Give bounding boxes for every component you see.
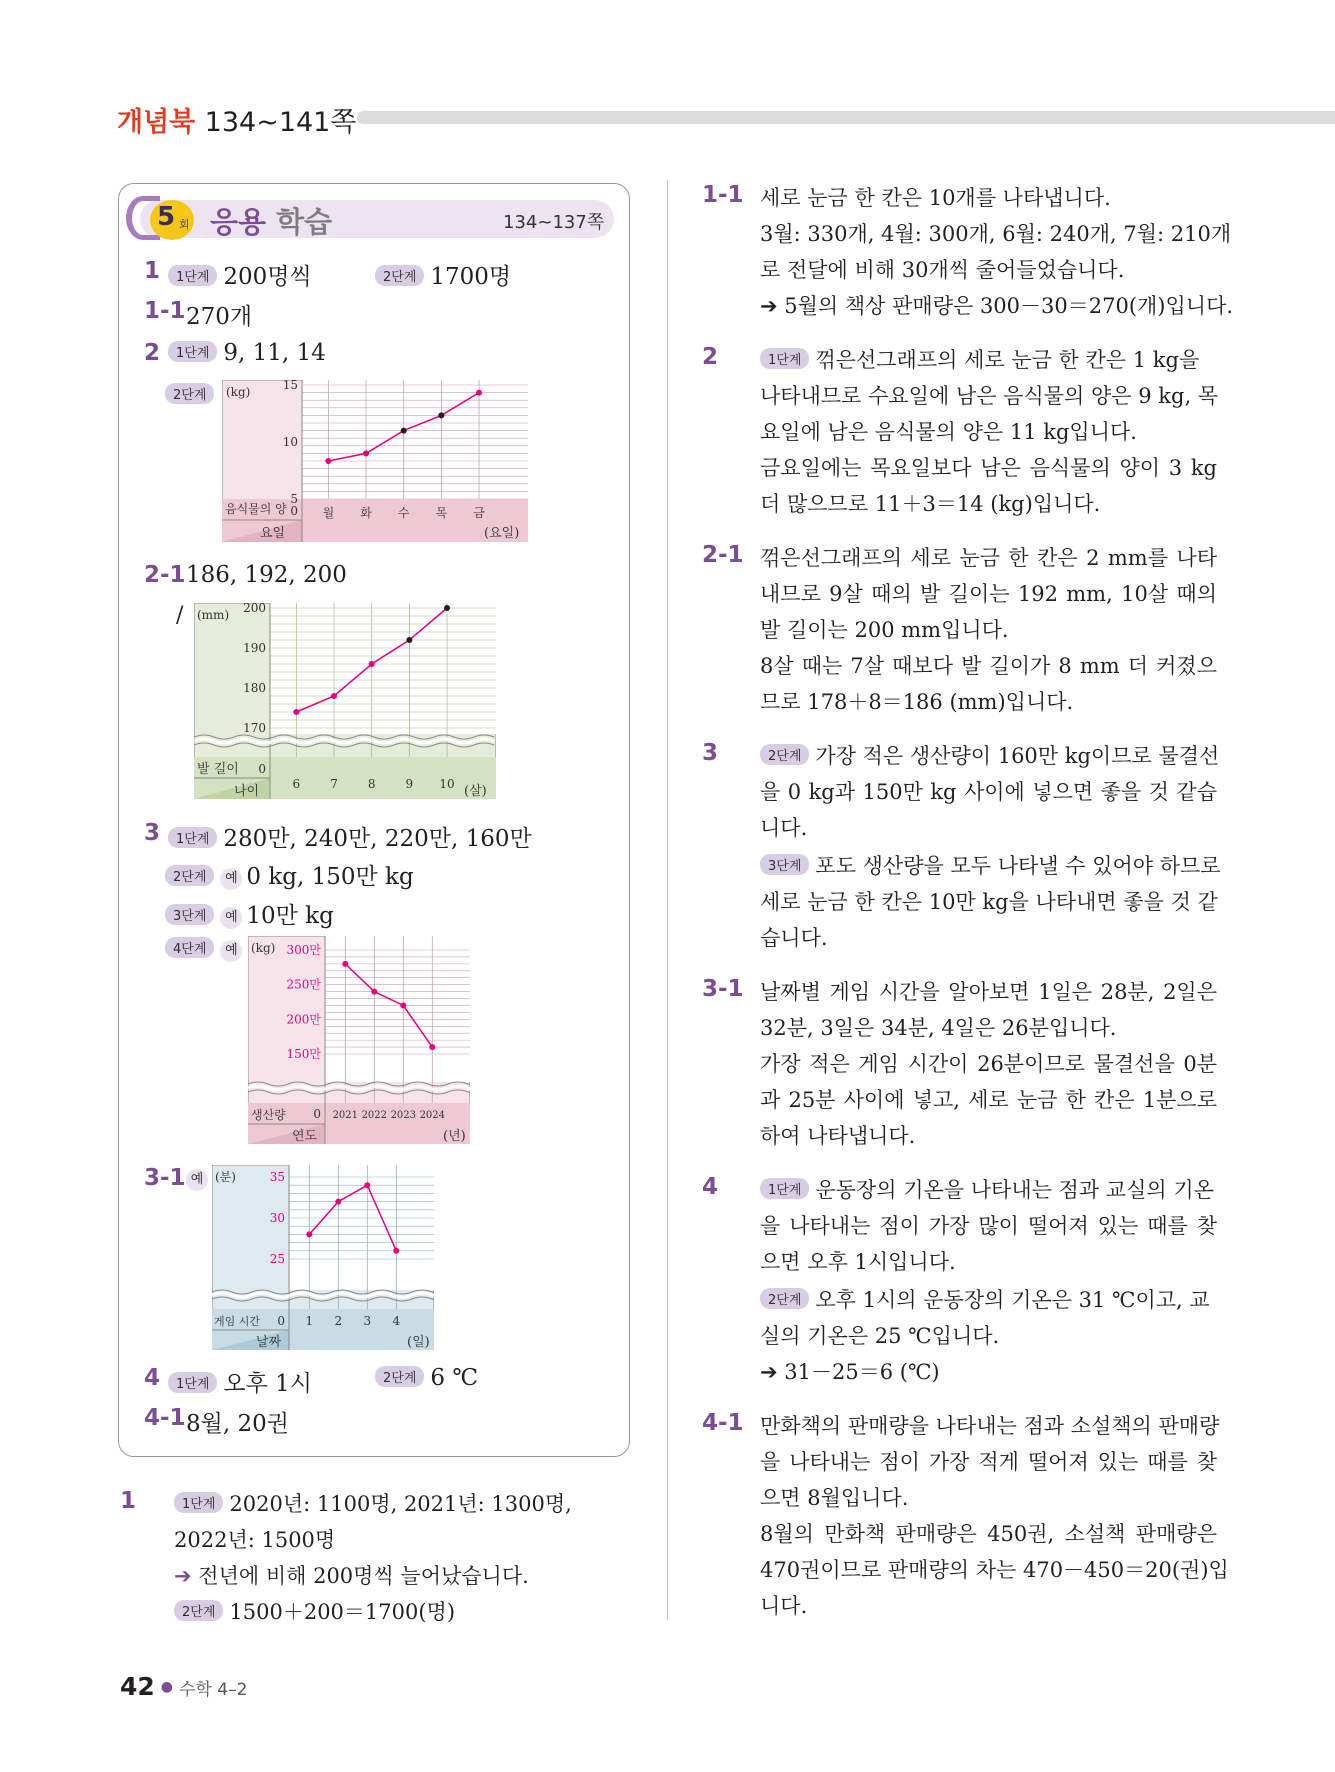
explain-2-1-number: 2-1 — [702, 542, 744, 568]
y-tick-label: 200 — [243, 603, 266, 615]
explain-2-number: 2 — [702, 344, 719, 370]
step3-badge: 3단계 — [165, 904, 214, 925]
chart-xunit: (일) — [407, 1335, 430, 1350]
explain-4-text: 오후 1시의 운동장의 기온은 31 ℃이고, 교 — [815, 1288, 1210, 1312]
answer-3-step1 — [168, 820, 532, 853]
step1-badge: 1단계 — [168, 1372, 217, 1393]
x-tick-label: 7 — [330, 777, 338, 791]
header-book-label: 개념북 — [117, 107, 196, 138]
chart-xunit: (요일) — [484, 526, 520, 541]
chart-xunit: (살) — [464, 784, 487, 799]
explain-2-1-line: 내므로 9살 때의 발 길이는 192 mm, 10살 때의 — [760, 582, 1217, 606]
y-tick-label: 5 — [290, 492, 298, 506]
explain-4-1-line: 니다. — [760, 1594, 808, 1618]
chart-unit: (mm) — [197, 608, 230, 622]
chart-row-label: 생산량 — [251, 1108, 286, 1122]
data-point — [306, 1231, 312, 1237]
answer-1-1-number: 1-1 — [144, 298, 186, 324]
data-point — [331, 693, 337, 699]
step1-badge: 1단계 — [760, 1178, 809, 1199]
chart-food-waste — [222, 380, 528, 542]
x-tick-label: 목 — [435, 506, 448, 520]
x-tick-label: 9 — [405, 777, 414, 791]
explain-4-line: 으면 오후 1시입니다. — [760, 1250, 956, 1274]
step1-badge: 1단계 — [168, 827, 217, 848]
data-point — [400, 1002, 406, 1008]
step2-badge: 2단계 — [760, 744, 809, 765]
section-title-sub: 학습 — [276, 205, 333, 239]
answer-2-step1-text: 9, 11, 14 — [223, 340, 326, 366]
y-tick-label: 0 — [277, 1314, 285, 1328]
data-point — [325, 458, 331, 464]
x-tick-label: 2021 — [332, 1110, 359, 1121]
explain-1-line1 — [174, 1488, 572, 1518]
y-tick-label: 170 — [243, 721, 266, 735]
explain-1-1-line: 세로 눈금 한 칸은 10개를 나타냅니다. — [760, 186, 1111, 210]
explain-3-1-line: 가장 적은 게임 시간이 26분이므로 물결선을 0분 — [760, 1052, 1217, 1076]
answer-2-step2 — [165, 382, 220, 408]
explain-4-1-line: 470권이므로 판매량의 차는 470－450＝20(권)입 — [760, 1558, 1229, 1582]
footer-book-title: 수학 4–2 — [179, 1680, 248, 1700]
chart-xunit: (년) — [443, 1129, 466, 1144]
explain-2-1-line: 꺾은선그래프의 세로 눈금 한 칸은 2 mm를 나타 — [760, 546, 1217, 570]
explain-4-1-line: 8월의 만화책 판매량은 450권, 소설책 판매량은 — [760, 1522, 1217, 1546]
explain-1-number: 1 — [120, 1488, 137, 1514]
data-point — [444, 605, 450, 611]
answer-3-1-number: 3-1 — [144, 1165, 186, 1191]
x-tick-label: 2023 — [390, 1110, 417, 1121]
explain-4-text: 운동장의 기온을 나타내는 점과 교실의 기온 — [815, 1178, 1214, 1202]
explain-3-line — [760, 850, 1221, 880]
x-tick-label: 2022 — [361, 1110, 388, 1121]
section-pages: 134~137쪽 — [503, 212, 605, 233]
data-point — [401, 428, 407, 434]
chart-plot-area — [289, 1165, 434, 1290]
y-tick-label: 10 — [282, 435, 298, 449]
explain-3-text: 포도 생산량을 모두 나타낼 수 있어야 하므로 — [815, 854, 1221, 878]
y-tick-label: 300만 — [286, 943, 321, 957]
answer-4-step2 — [375, 1365, 478, 1391]
example-mark: 예 — [220, 868, 242, 890]
answer-3-1-example — [186, 1165, 212, 1191]
explain-2-line — [760, 344, 1217, 374]
page-footer — [120, 1672, 247, 1701]
data-point — [429, 1044, 435, 1050]
data-point — [293, 709, 299, 715]
chart-row-label: 발 길이 — [197, 762, 239, 777]
explain-3-line: 니다. — [760, 816, 808, 840]
y-tick-label: 200만 — [286, 1012, 321, 1027]
chart-unit: (kg) — [226, 385, 251, 399]
explain-3-line: 을 0 kg과 150만 kg 사이에 넣으면 좋을 것 같습 — [760, 780, 1217, 804]
y-tick-label: 35 — [269, 1170, 285, 1184]
answer-3-step3-text: 10만 kg — [246, 903, 334, 929]
answer-4-step1 — [168, 1365, 312, 1398]
y-tick-label: 150만 — [286, 1047, 321, 1061]
explain-4-1-number: 4-1 — [702, 1410, 744, 1436]
answer-1-step2-text: 1700명 — [430, 264, 512, 290]
x-tick-label: 수 — [397, 506, 410, 520]
explain-3-number: 3 — [702, 740, 719, 766]
explain-1-text1: 2020년: 1100명, 2021년: 1300명, — [229, 1492, 572, 1516]
explain-4-line: 을 나타내는 점이 가장 많이 떨어져 있는 때를 찾 — [760, 1214, 1217, 1238]
data-point — [335, 1199, 341, 1205]
answer-3-step4 — [165, 936, 246, 962]
answer-3-step1-text: 280만, 240만, 220만, 160만 — [223, 826, 532, 852]
explain-2-line: 더 많으므로 11＋3＝14 (kg)입니다. — [760, 492, 1101, 516]
answer-1-step2 — [375, 258, 511, 291]
x-tick-label: 화 — [360, 506, 372, 520]
answer-2-1-number: 2-1 — [144, 562, 186, 588]
y-tick-label: 0 — [290, 504, 298, 518]
section-hoe: 회 — [179, 218, 190, 231]
x-tick-label: 월 — [322, 506, 335, 520]
answer-4-1-number: 4-1 — [144, 1405, 186, 1431]
data-point — [438, 412, 444, 418]
step1-badge: 1단계 — [168, 265, 217, 286]
chart-row-label: 게임 시간 — [214, 1315, 261, 1328]
x-tick-label: 4 — [392, 1314, 401, 1328]
page-number: 42 — [120, 1672, 155, 1701]
chart-plot-area — [325, 936, 470, 1082]
column-divider — [667, 180, 668, 1620]
example-mark: 예 — [220, 907, 242, 929]
explain-1-text3: 전년에 비해 200명씩 늘어났습니다. — [198, 1564, 529, 1588]
answer-2-step1 — [168, 340, 326, 366]
step2-badge: 2단계 — [165, 865, 214, 886]
explain-2-1-line: 8살 때는 7살 때보다 발 길이가 8 mm 더 커졌으 — [760, 654, 1217, 678]
explain-2-line: 요일에 남은 음식물의 양은 11 kg입니다. — [760, 420, 1137, 444]
explain-3-line — [760, 740, 1220, 770]
explain-3-1-line: 과 25분 사이에 넣고, 세로 눈금 한 칸은 1분으로 — [760, 1088, 1217, 1112]
step2-badge: 2단계 — [375, 1366, 424, 1387]
y-tick-label: 0 — [258, 762, 266, 776]
data-point — [476, 390, 482, 396]
x-tick-label: 금 — [473, 506, 485, 520]
step4-badge: 4단계 — [165, 937, 214, 958]
explain-4-line — [760, 1284, 1217, 1314]
arrow-icon: ➔ — [174, 1564, 192, 1588]
answer-1-step1 — [168, 258, 312, 291]
explain-3-line: 습니다. — [760, 926, 828, 950]
answer-3-number: 3 — [144, 820, 161, 846]
chart-row-label: 음식물의 양 — [225, 502, 287, 516]
x-tick-label: 2024 — [419, 1110, 446, 1121]
example-mark: 예 — [186, 1169, 208, 1191]
explain-1-1-line: 로 전달에 비해 30개씩 줄어들었습니다. — [760, 258, 1125, 282]
answer-3-step2 — [165, 858, 414, 891]
chart-unit: (분) — [215, 1170, 236, 1184]
step1-badge: 1단계 — [168, 341, 217, 362]
explain-1-1-number: 1-1 — [702, 182, 744, 208]
step2-badge: 2단계 — [174, 1600, 223, 1621]
answer-2-number: 2 — [144, 340, 161, 366]
data-point — [393, 1248, 399, 1254]
chart-game-time — [212, 1165, 434, 1350]
x-tick-label: 8 — [367, 777, 376, 791]
chart-xlabel: 연도 — [292, 1129, 318, 1144]
explain-1-line4 — [174, 1596, 455, 1626]
explain-2-line: 나타내므로 수요일에 남은 음식물의 양은 9 kg, 목 — [760, 384, 1219, 408]
explain-4-line: 실의 기온은 25 ℃입니다. — [760, 1324, 1000, 1348]
explain-3-1-number: 3-1 — [702, 976, 744, 1002]
section-title-main: 응용 — [210, 205, 267, 239]
y-tick-label: 25 — [269, 1252, 285, 1266]
explain-4-number: 4 — [702, 1174, 719, 1200]
explain-3-1-line: 하여 나타냅니다. — [760, 1124, 916, 1148]
chart-foot-length — [194, 603, 496, 799]
header-bar — [357, 111, 1335, 124]
answer-1-number: 1 — [144, 258, 161, 284]
chart-plot-area — [302, 380, 528, 499]
explain-4-line: ➔ 31－25＝6 (℃) — [760, 1360, 940, 1384]
example-mark: 예 — [220, 940, 242, 962]
y-tick-label: 0 — [313, 1107, 321, 1121]
y-tick-label: 15 — [282, 380, 298, 392]
section-title — [210, 200, 332, 241]
answer-4-step2-text: 6 ℃ — [430, 1365, 479, 1391]
header-pages: 134~141쪽 — [204, 107, 357, 138]
explain-2-1-line: 발 길이는 200 mm입니다. — [760, 618, 1009, 642]
y-tick-label: 190 — [243, 641, 266, 655]
answer-4-1-text: 8월, 20권 — [186, 1411, 289, 1437]
x-tick-label: 3 — [363, 1314, 372, 1328]
explain-1-1-line: 3월: 330개, 4월: 300개, 6월: 240개, 7월: 210개 — [760, 222, 1232, 246]
chart-xlabel: 날짜 — [256, 1335, 282, 1350]
check-mark: / — [176, 603, 184, 628]
step2-badge: 2단계 — [165, 383, 214, 404]
x-tick-label: 2 — [334, 1314, 343, 1328]
y-tick-label: 250만 — [286, 977, 321, 992]
step1-badge: 1단계 — [174, 1492, 223, 1513]
answer-3-step3 — [165, 897, 334, 930]
x-tick-label: 10 — [439, 777, 455, 791]
data-point — [363, 450, 369, 456]
chart-xlabel: 나이 — [234, 784, 260, 799]
explain-3-1-line: 32분, 3일은 34분, 4일은 26분입니다. — [760, 1016, 1117, 1040]
chart-grape-production — [248, 936, 470, 1144]
chart-unit: (kg) — [251, 941, 276, 955]
answer-4-step1-text: 오후 1시 — [223, 1371, 312, 1397]
section-number: 5 — [157, 202, 176, 232]
y-tick-label: 30 — [269, 1211, 285, 1225]
step1-badge: 1단계 — [760, 348, 809, 369]
chart-plot-area — [270, 603, 496, 734]
data-point — [364, 1182, 370, 1188]
step2-badge: 2단계 — [375, 265, 424, 286]
data-point — [342, 961, 348, 967]
explain-2-line: 금요일에는 목요일보다 남은 음식물의 양이 3 kg — [760, 456, 1217, 480]
x-tick-label: 1 — [305, 1314, 314, 1328]
chart-xlabel: 요일 — [260, 526, 286, 541]
data-point — [369, 661, 375, 667]
step3-badge: 3단계 — [760, 854, 809, 875]
explain-4-1-line: 으면 8월입니다. — [760, 1486, 909, 1510]
explain-1-line3 — [174, 1560, 529, 1590]
explain-1-1-line: ➔ 5월의 책상 판매량은 300－30＝270(개)입니다. — [760, 294, 1234, 318]
answer-2-1-text: 186, 192, 200 — [186, 562, 347, 588]
step2-badge: 2단계 — [760, 1288, 809, 1309]
answer-3-step2-text: 0 kg, 150만 kg — [246, 864, 414, 890]
explain-3-text: 가장 적은 생산량이 160만 kg이므로 물결선 — [815, 744, 1220, 768]
explain-1-text4: 1500＋200＝1700(명) — [229, 1600, 456, 1624]
data-point — [371, 989, 377, 995]
answer-4-number: 4 — [144, 1365, 161, 1391]
y-tick-label: 180 — [243, 681, 266, 695]
answer-1-1-text: 270개 — [186, 304, 253, 330]
explain-4-line — [760, 1174, 1217, 1204]
explain-2-text: 꺾은선그래프의 세로 눈금 한 칸은 1 kg을 — [815, 348, 1200, 372]
explain-2-1-line: 므로 178＋8＝186 (mm)입니다. — [760, 690, 1074, 714]
answer-1-step1-text: 200명씩 — [223, 264, 312, 290]
explain-1-line2: 2022년: 1500명 — [174, 1528, 336, 1552]
explain-4-1-line: 을 나타내는 점이 가장 적게 떨어져 있는 때를 찾 — [760, 1450, 1217, 1474]
explain-3-1-line: 날짜별 게임 시간을 알아보면 1일은 28분, 2일은 — [760, 980, 1217, 1004]
x-tick-label: 6 — [292, 777, 301, 791]
header-title — [117, 100, 356, 139]
data-point — [406, 637, 412, 643]
explain-3-line: 세로 눈금 한 칸은 10만 kg을 나타내면 좋을 것 같 — [760, 890, 1218, 914]
bullet-icon: ● — [160, 1679, 174, 1695]
explain-4-1-line: 만화책의 판매량을 나타내는 점과 소설책의 판매량 — [760, 1414, 1220, 1438]
